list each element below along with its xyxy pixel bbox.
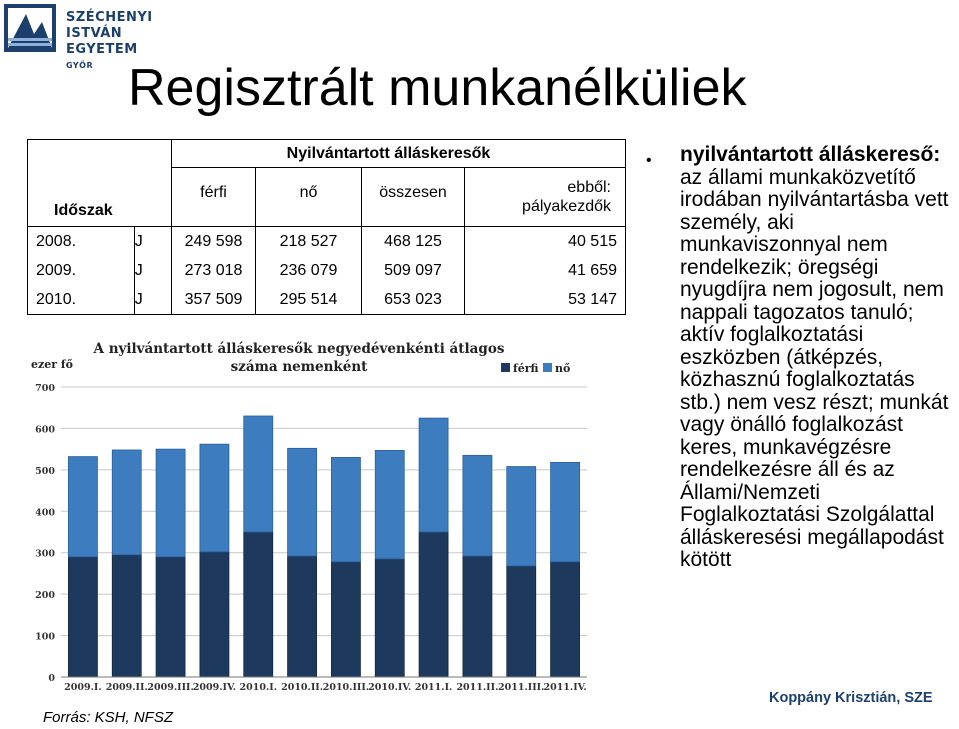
row-year: 2009. xyxy=(28,256,135,285)
definition-text xyxy=(680,144,950,572)
row-female: 295 514 xyxy=(256,285,362,315)
logo-line-3: GYŐR xyxy=(66,61,94,70)
entrants-header-line-2: pályakezdők xyxy=(522,198,611,215)
y-tick-label: 0 xyxy=(48,673,55,684)
row-month: J xyxy=(134,256,171,285)
definition-term: nyilvántartott álláskereső: xyxy=(680,143,941,166)
x-tick-label: 2010.II. xyxy=(281,682,324,693)
unemployment-table xyxy=(27,139,626,315)
bar-no-11 xyxy=(551,462,580,561)
x-tick-label: 2009.II. xyxy=(105,682,148,693)
row-total: 468 125 xyxy=(362,227,465,257)
bar-ferfi-0 xyxy=(68,557,97,677)
y-tick-label: 300 xyxy=(35,548,55,560)
bar-ferfi-6 xyxy=(331,562,360,677)
entrants-header-line-1: ebből: xyxy=(567,179,611,196)
male-header: férfi xyxy=(172,168,256,227)
row-entrants: 41 659 xyxy=(465,256,626,285)
legend-label-1: nő xyxy=(555,362,571,375)
bar-no-7 xyxy=(375,450,404,559)
university-logo xyxy=(4,4,194,70)
bar-no-1 xyxy=(112,450,141,555)
logo-line-2: EGYETEM xyxy=(66,42,138,57)
row-month: J xyxy=(134,285,171,315)
x-tick-label: 2009.III. xyxy=(147,682,194,693)
chart-title-line-1: A nyilvántartott álláskeresők negyedévenkénti átlagos xyxy=(93,341,505,357)
table-row xyxy=(28,285,626,315)
bar-ferfi-8 xyxy=(419,532,448,677)
author-credit: Koppány Krisztián, SZE xyxy=(769,690,933,706)
y-tick-label: 100 xyxy=(35,631,55,643)
row-male: 249 598 xyxy=(172,227,256,257)
bar-ferfi-1 xyxy=(112,555,141,677)
bar-no-10 xyxy=(507,467,536,566)
x-tick-label: 2011.I. xyxy=(414,682,453,693)
female-header: nő xyxy=(256,168,362,227)
bar-ferfi-9 xyxy=(463,556,492,677)
x-tick-label: 2010.IV. xyxy=(368,682,412,693)
table-header-row-1 xyxy=(28,140,626,168)
row-female: 218 527 xyxy=(256,227,362,257)
x-tick-label: 2009.IV. xyxy=(192,682,237,693)
y-tick-label: 600 xyxy=(35,424,55,436)
table-row xyxy=(28,227,626,257)
group-header: Nyilvántartott álláskeresők xyxy=(172,140,626,168)
unemployment-chart xyxy=(27,331,591,693)
bar-no-4 xyxy=(244,416,273,532)
definition-body: az állami munkaközvetítő irodában nyilvántartásba vett személy, aki munkaviszonnyal nem rendelkezik; öregségi nyugdíjra nem jogosult, nem nappali tagozatos tanuló; aktív foglalkoztatási eszközben (átképzés, közhasznú foglalkoztatás stb.) nem vesz részt; munkát vagy önálló foglalkozást keres, munkavégzésre rendelkezésre áll és az Állami/Nemzeti Foglalkoztatási Szolgálattal álláskeresési megállapodást kötött xyxy=(680,165,949,571)
bar-no-0 xyxy=(68,457,97,557)
y-tick-label: 200 xyxy=(35,590,55,602)
bar-no-6 xyxy=(331,457,360,561)
row-total: 509 097 xyxy=(362,256,465,285)
source-note: Forrás: KSH, NFSZ xyxy=(43,709,174,726)
chart-title-line-2: száma nemenként xyxy=(230,359,368,375)
legend-label-0: férfi xyxy=(513,362,539,375)
bar-ferfi-5 xyxy=(288,556,317,677)
y-tick-label: 700 xyxy=(35,383,55,394)
entrants-header xyxy=(465,168,626,227)
bar-no-8 xyxy=(419,418,448,532)
table-row xyxy=(28,256,626,285)
bar-no-2 xyxy=(156,449,185,557)
row-female: 236 079 xyxy=(256,256,362,285)
legend-swatch-0 xyxy=(501,363,510,372)
row-male: 357 509 xyxy=(172,285,256,315)
row-entrants: 53 147 xyxy=(465,285,626,315)
chart-svg xyxy=(27,331,591,693)
logo-line-1: SZÉCHENYI ISTVÁN xyxy=(66,10,153,41)
bar-ferfi-4 xyxy=(244,532,273,677)
bar-ferfi-10 xyxy=(507,566,536,677)
bar-ferfi-2 xyxy=(156,557,185,677)
x-tick-label: 2011.IV. xyxy=(543,682,587,693)
y-tick-label: 400 xyxy=(35,507,55,519)
bar-no-3 xyxy=(200,444,229,552)
y-axis-label: ezer fő xyxy=(31,358,73,371)
x-tick-label: 2010.I. xyxy=(239,682,277,693)
bar-ferfi-11 xyxy=(551,562,580,677)
row-entrants: 40 515 xyxy=(465,227,626,257)
y-tick-label: 500 xyxy=(35,465,55,477)
total-header: összesen xyxy=(362,168,465,227)
period-header: Időszak xyxy=(28,140,172,227)
row-year: 2008. xyxy=(28,227,135,257)
slide-title: Regisztrált munkanélküliek xyxy=(128,59,747,117)
bar-ferfi-7 xyxy=(375,559,404,677)
row-month: J xyxy=(134,227,171,257)
row-year: 2010. xyxy=(28,285,135,315)
bullet-icon: • xyxy=(646,152,652,169)
legend-swatch-1 xyxy=(543,363,552,372)
row-total: 653 023 xyxy=(362,285,465,315)
row-male: 273 018 xyxy=(172,256,256,285)
x-tick-label: 2009.I. xyxy=(64,682,102,693)
university-crest-icon xyxy=(4,4,56,52)
bar-no-9 xyxy=(463,455,492,556)
bar-ferfi-3 xyxy=(200,552,229,677)
bar-no-5 xyxy=(288,448,317,556)
x-tick-label: 2011.II. xyxy=(456,682,499,693)
x-tick-label: 2010.III. xyxy=(322,682,370,693)
x-tick-label: 2011.III. xyxy=(498,682,545,693)
